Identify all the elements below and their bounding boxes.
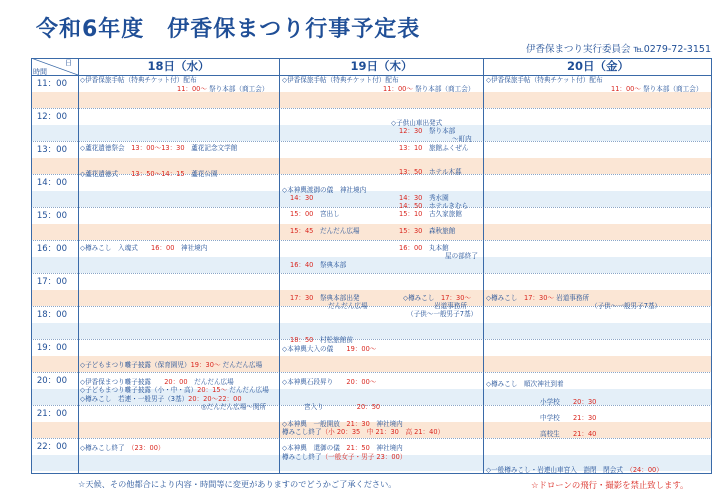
event-item: ◇蘆花遺徳式 13：50～14：15 蘆花公園: [80, 170, 218, 178]
event-item: 18：50 村松旅館前: [290, 336, 353, 344]
column-divider: [279, 58, 280, 474]
hour-divider: [31, 108, 712, 109]
schedule-table: [31, 58, 712, 474]
event-time: 14：30: [399, 194, 423, 202]
organizer-phone: ℡0279-72-3151: [633, 44, 711, 55]
event-time: 14：50: [399, 202, 423, 210]
event-item: ◇樽みこし 入魂式 16：00 神社境内: [80, 244, 208, 252]
event-time: 17：30: [290, 294, 314, 302]
event-time: 16：00: [399, 244, 423, 252]
event-item: 11：00～ 祭り本部（商工会）: [611, 85, 703, 93]
event-item: ◇樽みこし 17：30～: [403, 294, 472, 302]
event-item: 小学校 20：30: [540, 398, 597, 406]
event-item: 中学校 21：30: [540, 414, 597, 422]
event-item: 12：30 祭り本部: [399, 127, 456, 135]
event-item: 16：40 祭典本部: [290, 261, 347, 269]
event-time: 21：50: [346, 444, 370, 452]
time-label: 11：00: [36, 79, 67, 89]
event-item: ◇本神輿大入の儀 19：00～: [282, 345, 377, 353]
event-time: 17：30～: [524, 294, 555, 302]
event-item: ◎だんだん広場～関所: [201, 403, 267, 411]
event-time: 13：00～13：30: [131, 144, 185, 152]
event-item: ◇伊香保まつり囃子披露 20：00 だんだん広場: [80, 378, 234, 386]
event-item: 11：00～ 祭り本部（商工会）: [383, 85, 475, 93]
event-item: 樽みこし終了（一般女子・男子 23：00）: [282, 453, 407, 461]
event-item: 17：30 祭典本部出発: [290, 294, 360, 302]
event-time: 21：30: [346, 420, 370, 428]
event-time: 16：00: [151, 244, 175, 252]
event-item: ◇樽みこし 若連・一般男子（3基）20：20～22：00: [80, 395, 242, 403]
event-item: ◇子どもまつり囃子披露（保育園児）19：30～ だんだん広場: [80, 361, 263, 369]
event-item: ◇樽みこし終了 （23：00）: [80, 444, 165, 452]
event-time: 15：10: [399, 210, 423, 218]
corner-time-label: 時間: [33, 68, 47, 76]
event-time: 21：30: [572, 414, 597, 422]
event-item: 宮入り 20：50: [304, 403, 381, 411]
event-item: 14：30 秀水園: [399, 194, 449, 202]
event-item: だんだん広場: [328, 302, 368, 310]
time-label: 16：00: [36, 244, 67, 254]
event-time: 20：15～: [197, 386, 228, 394]
event-time: 12：30: [399, 127, 423, 135]
hour-divider: [31, 240, 712, 241]
event-item: ◇本神輿 一般開放 21：30 神社境内: [282, 420, 403, 428]
footer-note: ☆天候、その他都合により内容・時間等に変更がありますのでどうかご了承ください。: [78, 479, 397, 489]
hour-divider: [31, 372, 712, 373]
event-time: 13：50～14：15: [131, 170, 185, 178]
day-header-18: 18日（水）: [147, 59, 210, 73]
event-time: 11：00～: [611, 85, 641, 93]
event-time: 20：20～22：00: [188, 395, 242, 403]
organizer-name: 伊香保まつり実行委員会: [525, 44, 631, 55]
time-label: 13：00: [36, 145, 67, 155]
event-time: 14：30: [290, 194, 314, 202]
event-item: 15：45 だんだん広場: [290, 227, 360, 235]
event-time: 16：40: [290, 261, 314, 269]
day-header-19: 19日（木）: [350, 59, 413, 73]
event-time: 19：30～: [190, 361, 221, 369]
event-item: [290, 194, 313, 202]
event-item: 樽みこし終了（小 20：35 中 21：30 高 21：40）: [282, 428, 445, 436]
day-header-20: 20日（金）: [566, 59, 629, 73]
time-label: 19：00: [36, 343, 67, 353]
event-item: ～町内: [452, 135, 472, 143]
event-item: 13：50 ホテル木暮: [399, 168, 462, 176]
event-time: 20：30: [572, 398, 597, 406]
event-time: 13：10: [399, 144, 423, 152]
time-band: [31, 224, 712, 241]
event-item: ◇本神輿渡御の儀 神社境内: [282, 186, 367, 194]
corner-day-label: 日: [65, 59, 72, 67]
time-label: 21：00: [36, 409, 67, 419]
event-item: ◇樽みこし 17：30～ 岩道事務所: [486, 294, 590, 302]
column-divider: [711, 58, 712, 474]
event-item: 13：10 旅館ふくぜん: [399, 144, 469, 152]
event-time: 15：30: [399, 227, 423, 235]
event-item: ◇本神輿石段昇り 20：00～: [282, 378, 377, 386]
hour-divider: [31, 273, 712, 274]
event-item: （子供～一般男子7基）: [591, 302, 662, 310]
time-band: [31, 191, 712, 208]
event-item: 15：10 古久家旅館: [399, 210, 462, 218]
event-item: 岩道事務所: [434, 302, 467, 310]
event-item: ◇樽みこし 順次神社到着: [486, 380, 564, 388]
event-item: （子供～一般男子7基）: [407, 310, 478, 318]
time-band: [31, 257, 712, 274]
time-band: [31, 92, 712, 109]
time-label: 20：00: [36, 376, 67, 386]
hour-divider: [31, 141, 712, 142]
event-time: 19：00～: [346, 345, 377, 353]
time-label: 14：00: [36, 178, 67, 188]
event-time: 20：50: [356, 403, 381, 411]
event-item: 屋の部終了: [445, 252, 478, 260]
event-time: 15：45: [290, 227, 314, 235]
event-item: ◇蘆花遺徳祭会 13：00～13：30 蘆花記念文学館: [80, 144, 238, 152]
time-label: 18：00: [36, 310, 67, 320]
column-divider: [78, 58, 79, 474]
event-time: （小 20：35 中 21：30 高 21：40）: [321, 428, 445, 436]
event-time: 20：00: [164, 378, 188, 386]
event-time: 11：00～: [383, 85, 413, 93]
event-time: 15：00: [290, 210, 314, 218]
event-time: 13：50: [399, 168, 423, 176]
event-item: 高校生 21：40: [540, 430, 597, 438]
event-item: 16：00 丸本館: [399, 244, 449, 252]
hour-divider: [31, 339, 712, 340]
event-time: 18：50: [290, 336, 314, 344]
organizer-info: [526, 41, 711, 55]
time-label: 22：00: [36, 442, 67, 452]
event-time: 20：00～: [346, 378, 377, 386]
hour-divider: [31, 438, 712, 439]
event-item: 14：50 ホテルきむら: [399, 202, 469, 210]
event-time: （24：00）: [629, 466, 663, 474]
event-item: 11：00～ 祭り本部（商工会）: [177, 85, 269, 93]
event-item: ◇子供山車出発式: [391, 119, 443, 127]
event-item: ◇伊香保旅手帖（特典チケット付）配布: [80, 76, 197, 84]
time-label: 17：00: [36, 277, 67, 287]
time-band: [31, 125, 712, 142]
event-item: ◇本神輿 還御の儀 21：50 神社境内: [282, 444, 403, 452]
event-item: 15：30 森秋旅館: [399, 227, 456, 235]
footer-drone-warning: ☆ドローンの飛行・撮影を禁止致します。: [531, 480, 689, 490]
event-time: 17：30～: [441, 294, 472, 302]
event-time: （23：00）: [131, 444, 165, 452]
time-band: [31, 323, 712, 340]
column-divider: [483, 58, 484, 474]
event-item: ◇伊香保旅手帖（特典チケット付）配布: [282, 76, 399, 84]
page-title: 令和6年度 伊香保まつり行事予定表: [36, 17, 421, 42]
event-item: ◇伊香保旅手帖（特典チケット付）配布: [486, 76, 603, 84]
time-label: 12：00: [36, 112, 67, 122]
event-item: ◇一般樽みこし・岩連山車宮入 詣閉 閉会式 （24：00）: [486, 466, 663, 474]
event-time: （一般女子・男子 23：00）: [321, 453, 407, 461]
event-item: ◇子どもまつり囃子披露（小・中・高）20：15～ だんだん広場: [80, 386, 269, 394]
event-time: 11：00～: [177, 85, 207, 93]
time-label: 15：00: [36, 211, 67, 221]
hour-divider: [31, 207, 712, 208]
event-time: 21：40: [572, 430, 597, 438]
event-item: 15：00 宮出し: [290, 210, 340, 218]
